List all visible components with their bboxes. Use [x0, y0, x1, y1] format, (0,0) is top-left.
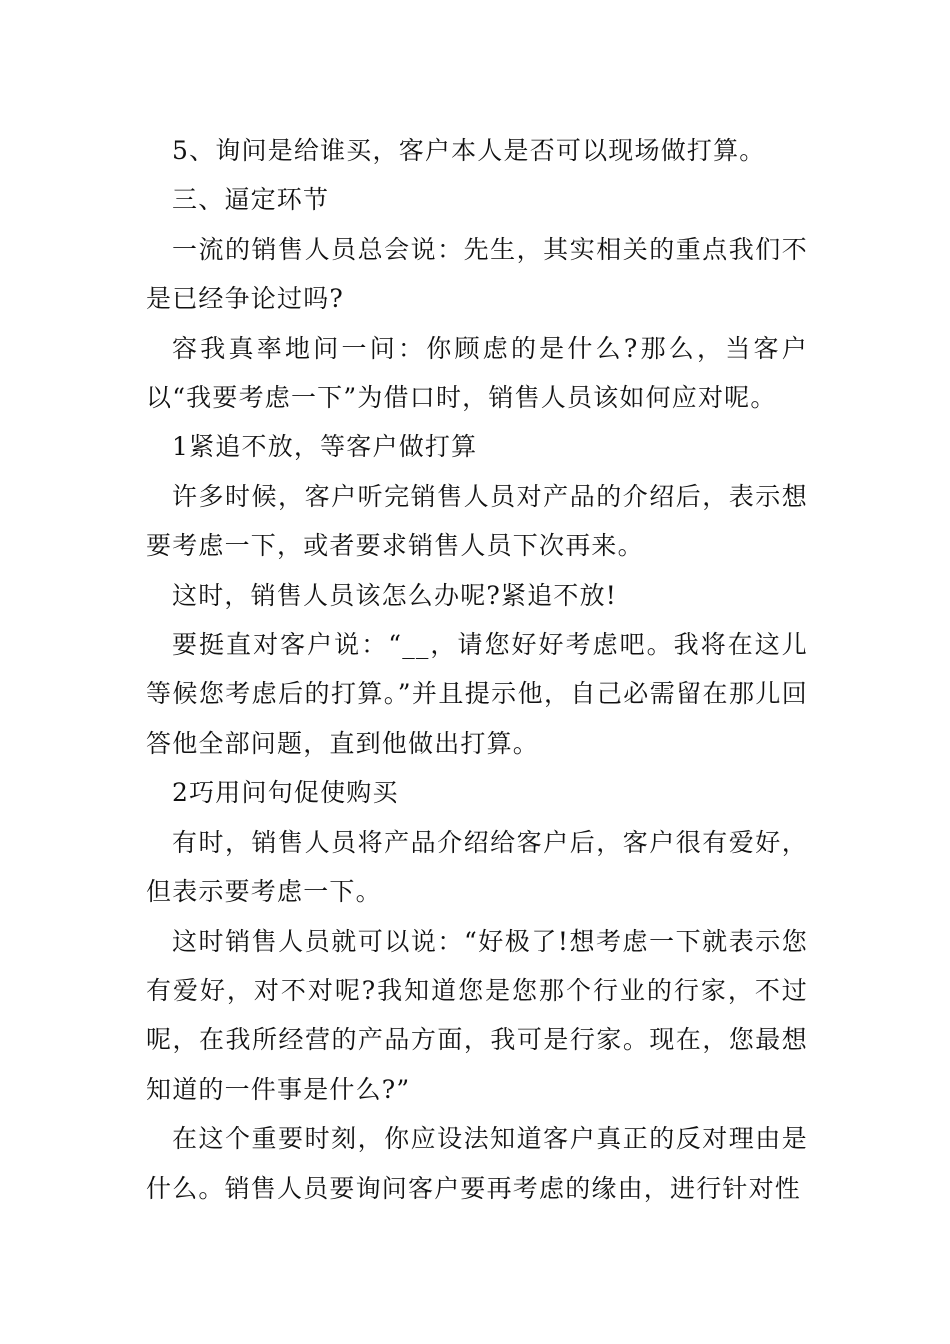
- paragraph: 容我真率地问一问：你顾虑的是什么?那么，当客户以“我要考虑一下”为借口时，销售人员该如何应对呢。: [146, 333, 808, 413]
- paragraph: 许多时候，客户听完销售人员对产品的介绍后，表示想要考虑一下，或者要求销售人员下次再来。: [146, 481, 808, 561]
- paragraph: 要挺直对客户说：“__，请您好好考虑吧。我将在这儿等候您考虑后的打算。”并且提示他，自己必需留在那儿回答他全部问题，直到他做出打算。: [146, 630, 808, 758]
- document-body: [146, 126, 808, 1213]
- paragraph: 一流的销售人员总会说：先生，其实相关的重点我们不是已经争论过吗?: [146, 234, 808, 314]
- paragraph-item-5: 5、询问是给谁买，客户本人是否可以现场做打算。: [172, 136, 766, 165]
- paragraph: 在这个重要时刻，你应设法知道客户真正的反对理由是什么。销售人员要询问客户要再考虑的缘由，进行针对性: [146, 1124, 808, 1203]
- paragraph: 有时，销售人员将产品介绍给客户后，客户很有爱好，但表示要考虑一下。: [146, 827, 808, 907]
- subheading-questions: 2巧用问句促使购买: [172, 778, 399, 808]
- paragraph: 这时，销售人员该怎么办呢?紧追不放!: [172, 580, 618, 610]
- subheading-follow-up: 1紧追不放，等客户做打算: [172, 432, 478, 462]
- paragraph: 这时销售人员就可以说：“好极了!想考虑一下就表示您有爱好，对不对呢?我知道您是您那个行业的行家，不过呢，在我所经营的产品方面，我可是行家。现在，您最想知道的一件事是什么?”: [146, 926, 808, 1104]
- section-heading-closing: 三、逼定环节: [172, 185, 330, 215]
